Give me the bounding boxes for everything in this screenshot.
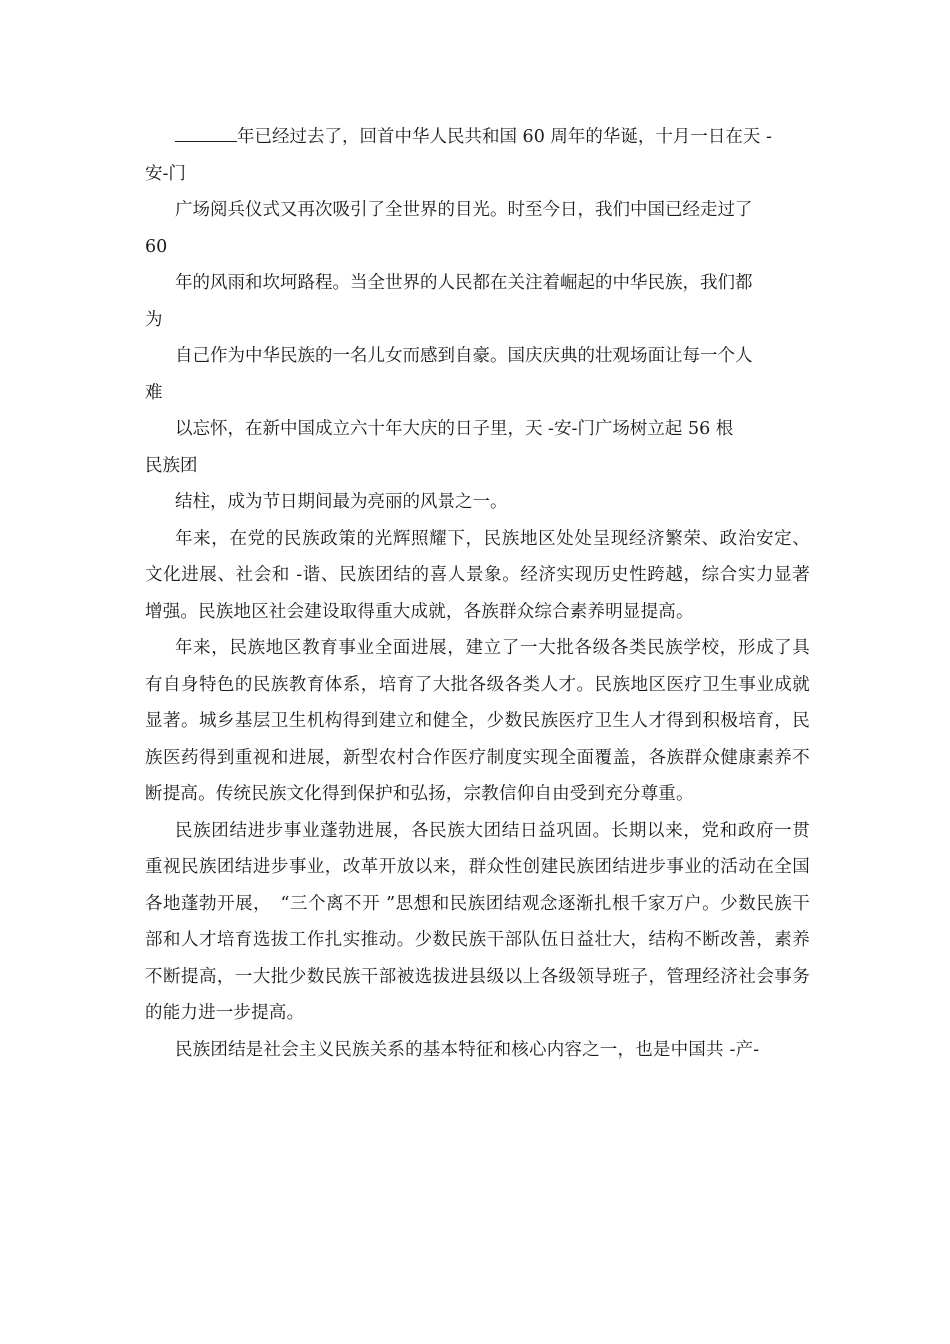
text-line-wrap: 难 <box>145 382 163 403</box>
fill-in-blank <box>175 127 237 142</box>
text-line: 以忘怀，在新中国成立六十年大庆的日子里，天 -安-门广场树立起 56 根 <box>175 419 734 439</box>
body-paragraph-4: 民族团结是社会主义民族关系的基本特征和核心内容之一，也是中国共 -产- <box>175 1039 760 1060</box>
text-line-wrap: 民族团 <box>145 455 198 476</box>
text-line-wrap: 60 <box>145 236 168 257</box>
body-paragraph-1: 年来，在党的民族政策的光辉照耀下，民族地区处处呈现经济繁荣、政治安定、文化进展、社会和 -谐、民族团结的喜人景象。经济实现历史性跨越，综合实力显著增强。民族地区社会建设取得重大成就，各族群众综合素养明显提高。 <box>145 528 810 622</box>
document-body <box>145 119 810 1068</box>
text-line-wrap: 为 <box>145 309 163 330</box>
text-line: 结柱，成为节日期间最为亮丽的风景之一。 <box>175 492 508 512</box>
line-text: 年已经过去了，回首中华人民共和国 60 周年的华诞，十月一日在天 - <box>237 127 772 147</box>
text-line: 自己作为中华民族的一名儿女而感到自豪。国庆庆典的壮观场面让每一个人 <box>175 346 753 366</box>
opening-paragraph <box>145 119 810 521</box>
body-paragraph-3: 民族团结进步事业蓬勃进展，各民族大团结日益巩固。长期以来，党和政府一贯重视民族团结进步事业，改革开放以来，群众性创建民族团结进步事业的活动在全国各地蓬勃开展， “三个离不开 ”思想和民族团结观念逐渐扎根千家万户。少数民族干部和人才培育选拔工作扎实推动。少数民族干部队伍日益壮大，结构不断改善，素养不断提高，一大批少数民族干部被选拔进县级以上各级领导班子，管理经济社会事务的能力进一步提高。 <box>145 820 810 1023</box>
text-line-wrap: 安-门 <box>145 163 186 184</box>
text-line <box>145 119 810 156</box>
text-line: 广场阅兵仪式又再次吸引了全世界的目光。时至今日，我们中国已经走过了 <box>175 200 753 220</box>
text-line: 年的风雨和坎坷路程。当全世界的人民都在关注着崛起的中华民族，我们都 <box>175 273 753 293</box>
body-paragraph-2: 年来，民族地区教育事业全面进展，建立了一大批各级各类民族学校，形成了具有自身特色的民族教育体系，培育了大批各级各类人才。民族地区医疗卫生事业成就显著。城乡基层卫生机构得到建立和健全，少数民族医疗卫生人才得到积极培育，民族医药得到重视和进展，新型农村合作医疗制度实现全面覆盖，各族群众健康素养不断提高。传统民族文化得到保护和弘扬，宗教信仰自由受到充分尊重。 <box>145 638 810 804</box>
